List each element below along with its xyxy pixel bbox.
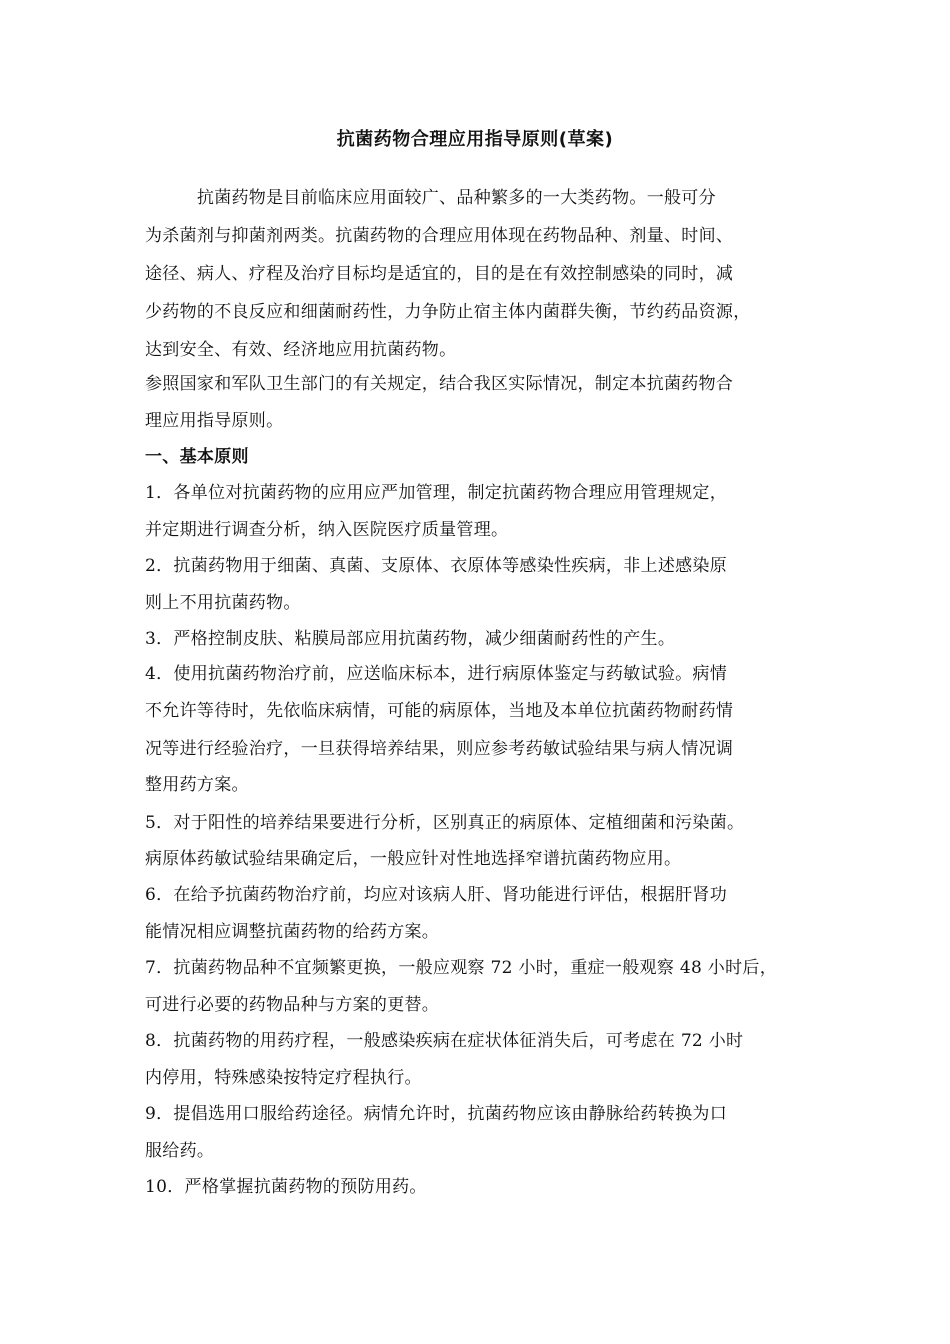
intro-line: 理应用指导原则。 bbox=[145, 411, 284, 431]
principle-line: 2．抗菌药物用于细菌、真菌、支原体、衣原体等感染性疾病，非上述感染原 bbox=[145, 556, 728, 576]
principle-line: 内停用，特殊感染按特定疗程执行。 bbox=[145, 1068, 422, 1088]
principle-line: 则上不用抗菌药物。 bbox=[145, 593, 301, 613]
intro-line: 参照国家和军队卫生部门的有关规定，结合我区实际情况，制定本抗菌药物合 bbox=[145, 374, 734, 394]
principle-line: 10．严格掌握抗菌药物的预防用药。 bbox=[145, 1177, 427, 1197]
intro-line: 抗菌药物是目前临床应用面较广、品种繁多的一大类药物。一般可分 bbox=[145, 188, 716, 208]
principle-line: 6．在给予抗菌药物治疗前，均应对该病人肝、肾功能进行评估，根据肝肾功 bbox=[145, 885, 728, 905]
principle-line: 能情况相应调整抗菌药物的给药方案。 bbox=[145, 922, 440, 942]
principle-line: 可进行必要的药物品种与方案的更替。 bbox=[145, 995, 440, 1015]
principle-line: 4．使用抗菌药物治疗前，应送临床标本，进行病原体鉴定与药敏试验。病情 bbox=[145, 664, 728, 684]
principle-line: 并定期进行调查分析，纳入医院医疗质量管理。 bbox=[145, 520, 509, 540]
intro-line: 达到安全、有效、经济地应用抗菌药物。 bbox=[145, 340, 457, 360]
principle-line: 5．对于阳性的培养结果要进行分析，区别真正的病原体、定植细菌和污染菌。 bbox=[145, 813, 745, 833]
principle-line: 病原体药敏试验结果确定后，一般应针对性地选择窄谱抗菌药物应用。 bbox=[145, 849, 682, 869]
principle-line: 1．各单位对抗菌药物的应用应严加管理，制定抗菌药物合理应用管理规定， bbox=[145, 483, 728, 503]
intro-line: 少药物的不良反应和细菌耐药性，力争防止宿主体内菌群失衡，节约药品资源， bbox=[145, 302, 751, 322]
intro-line: 为杀菌剂与抑菌剂两类。抗菌药物的合理应用体现在药物品种、剂量、时间、 bbox=[145, 226, 734, 246]
principle-line: 7．抗菌药物品种不宜频繁更换，一般应观察 72 小时，重症一般观察 48 小时后， bbox=[145, 958, 777, 978]
principle-line: 服给药。 bbox=[145, 1141, 215, 1161]
principle-line: 9．提倡选用口服给药途径。病情允许时，抗菌药物应该由静脉给药转换为口 bbox=[145, 1104, 728, 1124]
document-title: 抗菌药物合理应用指导原则(草案) bbox=[336, 129, 614, 150]
principle-line: 况等进行经验治疗，一旦获得培养结果，则应参考药敏试验结果与病人情况调 bbox=[145, 739, 734, 759]
principle-line: 整用药方案。 bbox=[145, 775, 249, 795]
principle-line: 3．严格控制皮肤、粘膜局部应用抗菌药物，减少细菌耐药性的产生。 bbox=[145, 629, 676, 649]
principle-line: 不允许等待时，先依临床病情，可能的病原体，当地及本单位抗菌药物耐药情 bbox=[145, 701, 734, 721]
principle-line: 8．抗菌药物的用药疗程，一般感染疾病在症状体征消失后，可考虑在 72 小时 bbox=[145, 1031, 744, 1051]
section-heading: 一、基本原则 bbox=[145, 447, 249, 467]
intro-line: 途径、病人、疗程及治疗目标均是适宜的，目的是在有效控制感染的同时，减 bbox=[145, 264, 734, 284]
